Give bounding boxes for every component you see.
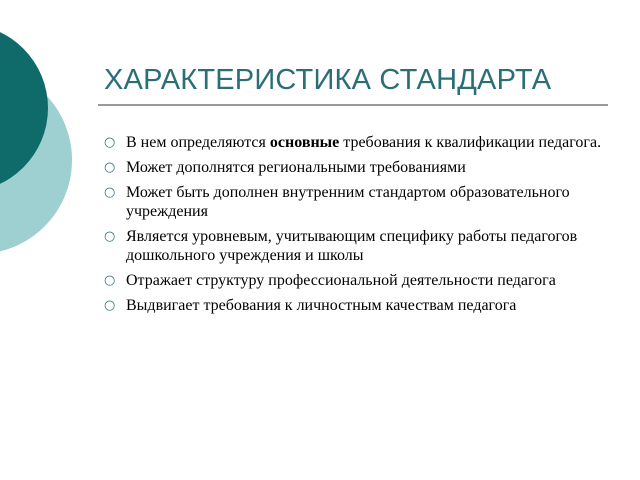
bullet-item	[104, 271, 604, 290]
bullet-text: Отражает структуру профессиональной деятельности педагога	[126, 272, 556, 289]
bullet-item	[104, 133, 604, 152]
bullet-circle-icon: ○	[104, 273, 116, 288]
bullet-text-end: требования к квалификации педагога.	[339, 134, 602, 151]
bullet-item	[104, 183, 604, 221]
bullet-circle-icon: ○	[104, 185, 116, 200]
bullet-circle-icon: ○	[104, 135, 116, 150]
bullet-text-bold: основные	[269, 134, 340, 151]
bullet-list	[104, 133, 604, 321]
bullet-item	[104, 158, 604, 177]
bullet-text: Может дополнятся региональными требованиями	[126, 159, 466, 176]
bullet-text: Является уровневым, учитывающим специфику работы педагогов дошкольного учреждения и школы	[126, 228, 578, 264]
bullet-circle-icon: ○	[104, 229, 116, 244]
bullet-circle-icon: ○	[104, 160, 116, 175]
bullet-text: Может быть дополнен внутренним стандартом образовательного учреждения	[126, 184, 570, 220]
title-divider	[98, 104, 608, 106]
bullet-item	[104, 227, 604, 265]
bullet-item	[104, 296, 604, 315]
slide-title: ХАРАКТЕРИСТИКА СТАНДАРТА	[104, 64, 552, 96]
bullet-circle-icon: ○	[104, 298, 116, 313]
bullet-text-start: В нем определяются	[126, 134, 270, 151]
bullet-text: Выдвигает требования к личностным качествам педагога	[126, 297, 517, 314]
